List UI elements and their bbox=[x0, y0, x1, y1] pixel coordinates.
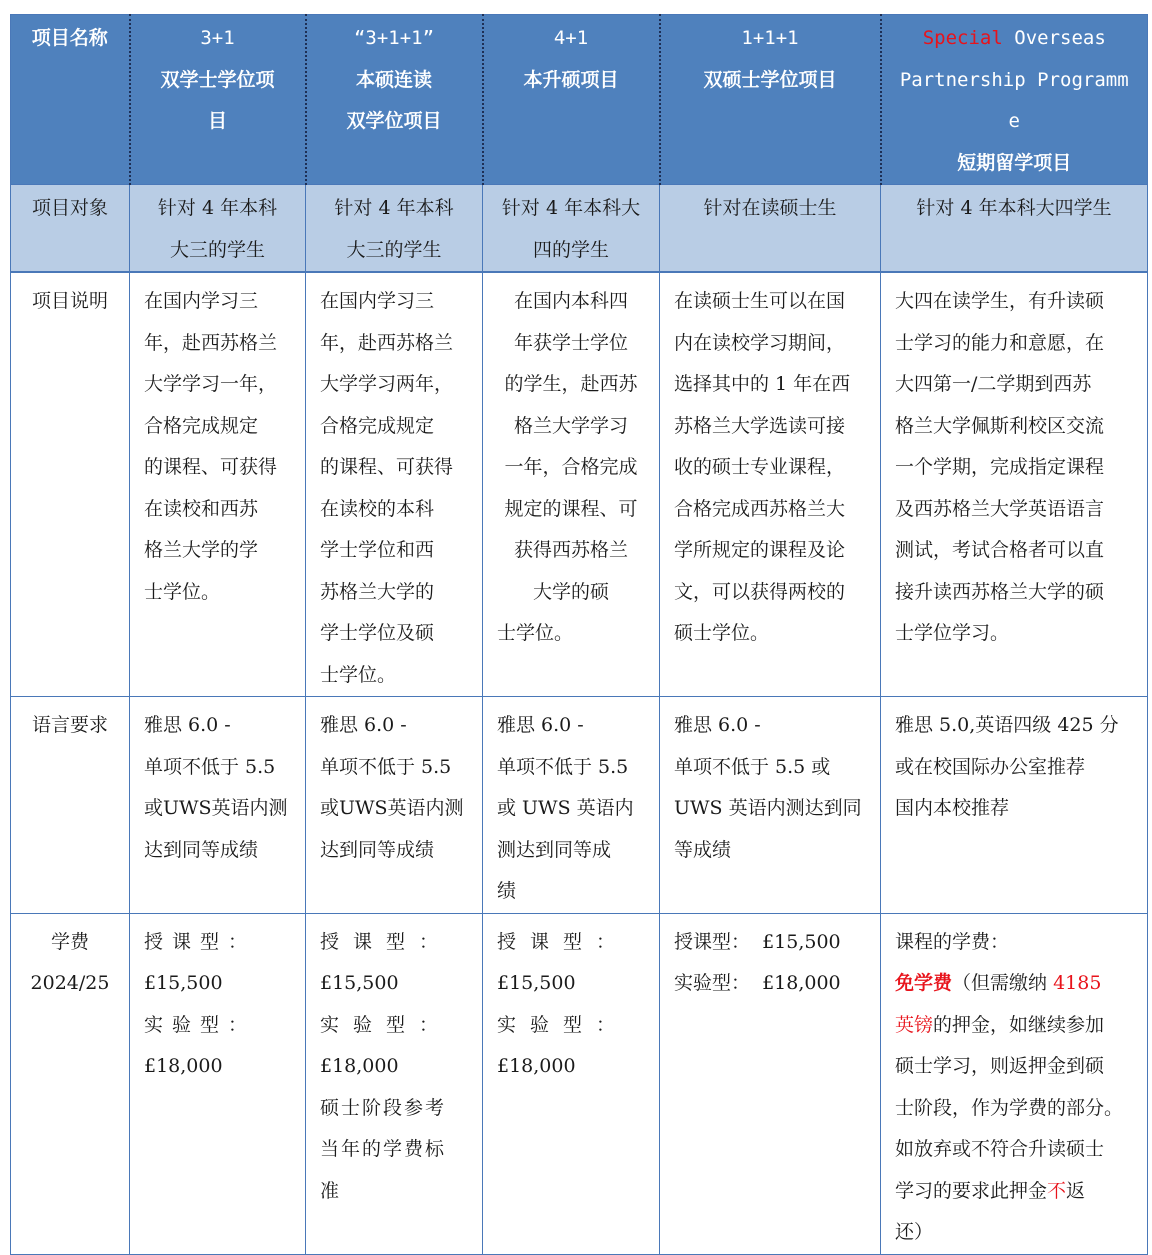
description-label: 项目说明 bbox=[11, 272, 130, 697]
description-row bbox=[11, 272, 1148, 697]
target-cell: 针对 4 年本科大四学生 bbox=[881, 185, 1148, 273]
language-cell: 雅思 5.0,英语四级 425 分 或在校国际办公室推荐 国内本校推荐 bbox=[881, 697, 1148, 914]
language-cell: 雅思 6.0 - 单项不低于 5.5 或 UWS 英语内测达到同 等成绩 bbox=[660, 697, 881, 914]
description-cell: 在国内学习三 年，赴西苏格兰 大学学习一年， 合格完成规定 的课程、可获得 在读校和西苏 格兰大学的学 士学位。 bbox=[130, 272, 306, 697]
fee-cell: 授课型： £15,500 实验型： £18,000 硕士阶段参考 当年的学费标 准 bbox=[306, 913, 483, 1254]
target-cell: 针对 4 年本科大 四的学生 bbox=[483, 185, 660, 273]
special-word: Special bbox=[922, 27, 1003, 49]
description-cell: 在读硕士生可以在国 内在读校学习期间， 选择其中的 1 年在西 苏格兰大学选读可接 收的硕士专业课程， 合格完成西苏格兰大 学所规定的课程及论 文，可以获得两校的 硕士学位。 bbox=[660, 272, 881, 697]
not-refund-text: 不 bbox=[1047, 1179, 1067, 1202]
header-col-special-overseas: Special Overseas Partnership Programme 短期留学项目 bbox=[881, 15, 1148, 185]
programme-table bbox=[10, 14, 1148, 1255]
header-label: 项目名称 bbox=[11, 15, 130, 185]
deposit-amount: 4185 bbox=[1053, 972, 1102, 994]
header-col-1plus1plus1: 1+1+1 双硕士学位项目 bbox=[660, 15, 881, 185]
language-label: 语言要求 bbox=[11, 697, 130, 914]
fee-cell: 授课型： £15,500 实验型： £18,000 bbox=[483, 913, 660, 1254]
description-cell: 在国内学习三 年，赴西苏格兰 大学学习两年， 合格完成规定 的课程、可获得 在读校的本科 学士学位和西 苏格兰大学的 学士学位及硕 士学位。 bbox=[306, 272, 483, 697]
tuition-free-text: 免学费 bbox=[895, 972, 953, 994]
header-row bbox=[11, 15, 1148, 185]
target-cell: 针对 4 年本科 大三的学生 bbox=[130, 185, 306, 273]
fee-row bbox=[11, 913, 1148, 1254]
language-row bbox=[11, 697, 1148, 914]
fee-cell: 授课型： £15,500 实验型： £18,000 bbox=[660, 913, 881, 1254]
header-col-3plus1: 3+1 双学士学位项 目 bbox=[130, 15, 306, 185]
target-cell: 针对在读硕士生 bbox=[660, 185, 881, 273]
fee-cell-exchange: 课程的学费： 免学费（但需缴纳 4185 英镑的押金，如继续参加 硕士学习，则返押金到硕 士阶段，作为学费的部分。 如放弃或不符合升读硕士 学习的要求此押金不返 还） bbox=[881, 913, 1148, 1254]
target-label: 项目对象 bbox=[11, 185, 130, 273]
language-cell: 雅思 6.0 - 单项不低于 5.5 或UWS英语内测 达到同等成绩 bbox=[306, 697, 483, 914]
fee-label: 学费 2024/25 bbox=[11, 913, 130, 1254]
deposit-unit: 英镑 bbox=[895, 1013, 934, 1036]
language-cell: 雅思 6.0 - 单项不低于 5.5 或 UWS 英语内 测达到同等成 绩 bbox=[483, 697, 660, 914]
fee-cell: 授课型： £15,500 实验型： £18,000 bbox=[130, 913, 306, 1254]
description-cell: 大四在读学生，有升读硕 士学习的能力和意愿，在 大四第一/二学期到西苏 格兰大学佩斯利校区交流 一个学期，完成指定课程 及西苏格兰大学英语语言 测试，考试合格者可以直 接升读西苏格兰大学的硕 士学位学习。 bbox=[881, 272, 1148, 697]
description-cell: 在国内本科四 年获学士学位 的学生，赴西苏 格兰大学学习 一年，合格完成 规定的课程、可 获得西苏格兰 大学的硕 士学位。 bbox=[483, 272, 660, 697]
header-col-4plus1: 4+1 本升硕项目 bbox=[483, 15, 660, 185]
target-row bbox=[11, 185, 1148, 273]
header-col-3plus1plus1: “3+1+1” 本硕连读 双学位项目 bbox=[306, 15, 483, 185]
language-cell: 雅思 6.0 - 单项不低于 5.5 或UWS英语内测 达到同等成绩 bbox=[130, 697, 306, 914]
target-cell: 针对 4 年本科 大三的学生 bbox=[306, 185, 483, 273]
